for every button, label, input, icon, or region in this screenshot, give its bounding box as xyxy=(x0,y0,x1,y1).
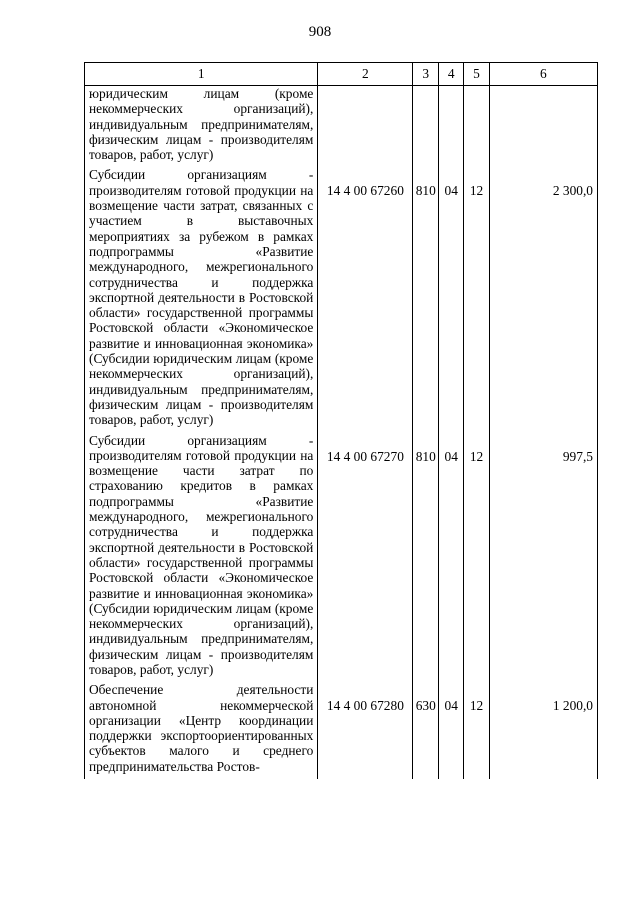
row-rz xyxy=(439,86,464,168)
row-pr: 12 xyxy=(464,682,489,779)
column-header: 3 xyxy=(413,63,439,86)
row-vr xyxy=(413,86,439,168)
table-row xyxy=(85,682,598,779)
row-vr: 810 xyxy=(413,433,439,683)
row-vr: 630 xyxy=(413,682,439,779)
row-name: Субсидии организациям - производителям готовой продукции на возмещение части затрат, связанных с участием в выставочных мероприятиях за рубежом в рамках подпрограммы «Развитие международного, межрегионального сотрудничества и поддержка экспортной деятельности в Ростовской области» государственной программы Ростовской области «Экономическое развитие и инновационная экономика» (Субсидии юридическим лицам (кроме некоммерческих организаций), индивидуальным предпринимателям, физическим лицам - производителям товаров, работ, услуг) xyxy=(85,167,318,432)
row-rz: 04 xyxy=(439,167,464,432)
table-row xyxy=(85,167,598,432)
page-number: 908 xyxy=(308,24,332,40)
row-code xyxy=(318,86,413,168)
table-header-row xyxy=(85,63,598,86)
row-name: юридическим лицам (кроме некоммерческих организаций), индивидуальным предпринимателям, физическим лицам - производителям товаров, работ, услуг) xyxy=(85,86,318,168)
table-row xyxy=(85,433,598,683)
column-header: 6 xyxy=(489,63,597,86)
row-sum: 997,5 xyxy=(489,433,597,683)
row-code: 14 4 00 67270 xyxy=(318,433,413,683)
row-sum: 1 200,0 xyxy=(489,682,597,779)
row-name: Субсидии организациям - производителям готовой продукции на возмещение части затрат по страхованию кредитов в рамках подпрограммы «Развитие международного, межрегионального сотрудничества и поддержка экспортной деятельности в Ростовской области» государственной программы Ростовской области «Экономическое развитие и инновационная экономика» (Субсидии юридическим лицам (кроме некоммерческих организаций), индивидуальным предпринимателям, физическим лицам - производителям товаров, работ, услуг) xyxy=(85,433,318,683)
row-pr: 12 xyxy=(464,433,489,683)
column-header: 2 xyxy=(318,63,413,86)
column-header: 1 xyxy=(85,63,318,86)
row-vr: 810 xyxy=(413,167,439,432)
row-rz: 04 xyxy=(439,682,464,779)
row-code: 14 4 00 67280 xyxy=(318,682,413,779)
table-row xyxy=(85,86,598,168)
row-sum xyxy=(489,86,597,168)
row-code: 14 4 00 67260 xyxy=(318,167,413,432)
row-rz: 04 xyxy=(439,433,464,683)
column-header: 5 xyxy=(464,63,489,86)
row-pr xyxy=(464,86,489,168)
row-name: Обеспечение деятельности автономной некоммерческой организации «Центр координации поддержки экспортоориентированных субъектов малого и среднего предпринимательства Ростов- xyxy=(85,682,318,779)
column-header: 4 xyxy=(439,63,464,86)
row-pr: 12 xyxy=(464,167,489,432)
budget-table xyxy=(84,62,598,779)
row-sum: 2 300,0 xyxy=(489,167,597,432)
